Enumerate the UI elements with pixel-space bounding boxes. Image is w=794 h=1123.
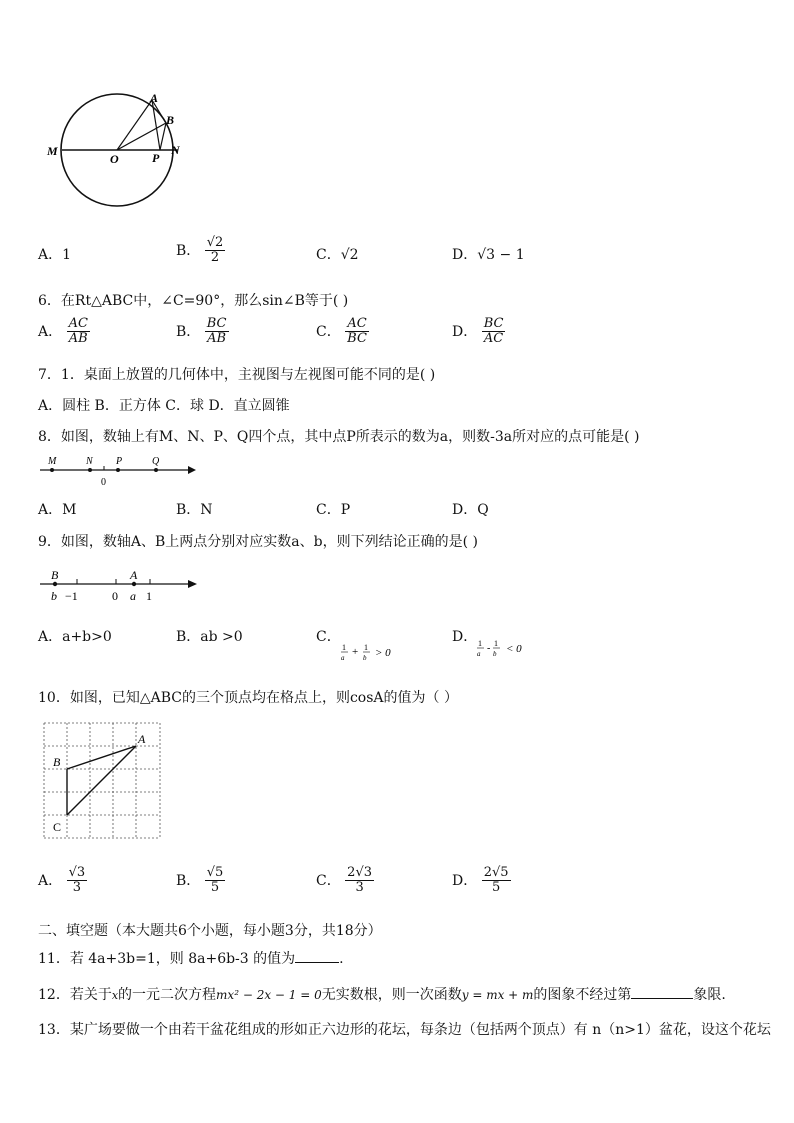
q5-option-d xyxy=(452,244,525,264)
label-M: M xyxy=(47,144,58,158)
q11-text: 11．若 4a+3b=1，则 8a+6b-3 的值为 xyxy=(38,951,296,967)
q9-option-c-prefix: C． xyxy=(316,629,341,645)
q6-stem: 6．在Rt△ABC中，∠C=90°，那么sin∠B等于( ) xyxy=(38,293,349,309)
q5-option-d-prefix: D． xyxy=(452,247,478,263)
q10-option-c xyxy=(316,866,374,896)
q10-grid-figure xyxy=(38,718,168,846)
q12-text-4: 的图象不经过第 xyxy=(533,987,632,1003)
q8-option-d: D．Q xyxy=(452,502,489,518)
q12-var-x: x xyxy=(111,989,119,1002)
svg-text:1: 1 xyxy=(478,639,482,648)
q10-d-prefix: D． xyxy=(452,872,478,889)
q10-d-num: 2√5 xyxy=(483,865,509,880)
svg-text:a: a xyxy=(341,654,345,662)
q6-option-c xyxy=(316,317,369,347)
q6-b-den: AB xyxy=(207,331,227,347)
q12-function: y = mx + m xyxy=(461,988,534,1002)
q5-option-b xyxy=(176,236,225,266)
q12-text-1: 12．若关于 xyxy=(38,987,112,1003)
q9-label-zero: 0 xyxy=(112,589,118,603)
q6-a-prefix: A． xyxy=(38,323,63,340)
q12 xyxy=(38,984,726,1004)
svg-text:b: b xyxy=(493,650,497,658)
q10-option-d xyxy=(452,866,511,896)
svg-text:> 0: > 0 xyxy=(375,647,391,659)
q9-label-a: a xyxy=(130,589,136,603)
q10-c-prefix: C． xyxy=(316,872,341,889)
q10-a-num: √3 xyxy=(68,865,86,880)
q6-c-num: AC xyxy=(347,316,367,331)
q9-option-b: B．ab >0 xyxy=(176,629,243,645)
q9-number-line xyxy=(38,566,203,606)
q10-c-den: 3 xyxy=(355,880,364,896)
q6-d-num: BC xyxy=(483,316,504,331)
q6-b-prefix: B． xyxy=(176,323,201,340)
svg-text:-: - xyxy=(487,643,491,654)
q8-number-line xyxy=(38,452,198,488)
q5-option-c xyxy=(316,244,359,264)
q11-answer-blank[interactable] xyxy=(295,962,339,963)
q9-label-B: B xyxy=(51,568,59,582)
label-A: A xyxy=(150,91,159,105)
q7-options: A．圆柱 B．正方体 C．球 D．直立圆锥 xyxy=(38,398,290,414)
q5-d-val: √3 − 1 xyxy=(477,247,525,263)
q8-label-M: M xyxy=(48,456,57,467)
q10-option-b xyxy=(176,866,225,896)
q6-c-prefix: C． xyxy=(316,323,341,340)
q9-option-a: A．a+b>0 xyxy=(38,629,112,645)
svg-text:1: 1 xyxy=(494,639,498,648)
q8-label-Q: Q xyxy=(152,456,160,467)
q9-label-b: b xyxy=(51,589,57,603)
q5-option-c-prefix: C． xyxy=(316,247,341,263)
q5-b-num: √2 xyxy=(206,235,224,250)
q8-label-zero: 0 xyxy=(101,477,106,488)
section-2-heading: 二、填空题（本大题共6个小题，每小题3分，共18分） xyxy=(38,923,382,939)
q5-b-den: 2 xyxy=(210,250,220,266)
circle-figure xyxy=(40,88,200,213)
svg-text:+: + xyxy=(352,646,359,658)
q11 xyxy=(38,948,344,968)
q6-option-a xyxy=(38,317,90,347)
svg-text:< 0: < 0 xyxy=(506,643,522,655)
q6-d-prefix: D． xyxy=(452,323,478,340)
q10-c-num: 2√3 xyxy=(347,865,372,880)
q8-option-c: C．P xyxy=(316,502,351,518)
svg-text:1: 1 xyxy=(342,643,346,652)
q10-b-num: √5 xyxy=(206,865,224,880)
q12-equation: mx² − 2x − 1 = 0 xyxy=(216,988,322,1002)
q6-option-b xyxy=(176,317,229,347)
q10-a-prefix: A． xyxy=(38,872,63,889)
q7-stem: 7．1．桌面上放置的几何体中，主视图与左视图可能不同的是( ) xyxy=(38,367,436,383)
q6-d-den: AC xyxy=(483,331,504,347)
q10-b-den: 5 xyxy=(210,880,220,896)
q8-stem: 8．如图，数轴上有M、N、P、Q四个点，其中点P所表示的数为a，则数-3a所对应的点可能是( ) xyxy=(38,429,640,445)
q9-d-expr-glyph xyxy=(476,638,540,660)
label-N: N xyxy=(171,143,180,157)
q5-option-a: A．1 xyxy=(38,247,72,263)
q9-option-d-expression xyxy=(476,638,540,664)
label-B: B xyxy=(166,113,175,127)
q10-a-den: 3 xyxy=(72,880,81,896)
q11-period: . xyxy=(339,951,344,967)
q8-option-a: A．M xyxy=(38,502,77,518)
label-O: O xyxy=(110,152,119,166)
q6-option-d xyxy=(452,317,505,347)
q10-stem: 10．如图，已知△ABC的三个顶点均在格点上，则cosA的值为（ ） xyxy=(38,690,458,706)
q10-label-B: B xyxy=(53,755,61,769)
q9-label-one: 1 xyxy=(146,589,152,603)
q13-stem: 13．某广场要做一个由若干盆花组成的形如正六边形的花坛，每条边（包括两个顶点）有 n（n>1）盆花，设这个花坛 xyxy=(38,1022,771,1038)
q9-stem: 9．如图，数轴A、B上两点分别对应实数a、b，则下列结论正确的是( ) xyxy=(38,534,478,550)
q6-a-num: AC xyxy=(68,316,88,331)
q9-option-c-expression xyxy=(340,642,404,668)
svg-text:b: b xyxy=(363,654,367,662)
svg-text:1: 1 xyxy=(364,643,368,652)
q10-b-prefix: B． xyxy=(176,872,201,889)
q10-label-A: A xyxy=(138,732,146,746)
q5-option-b-prefix: B． xyxy=(176,242,201,259)
q12-text-5: 象限. xyxy=(693,987,726,1003)
svg-text:a: a xyxy=(477,650,481,658)
q9-option-d-prefix: D． xyxy=(452,629,478,645)
q10-d-den: 5 xyxy=(491,880,501,896)
q9-c-expr-glyph xyxy=(340,642,404,664)
q10-label-C: C xyxy=(53,820,62,834)
q8-option-b: B．N xyxy=(176,502,213,518)
q12-text-2: 的一元二次方程 xyxy=(118,987,217,1003)
q8-label-N: N xyxy=(86,456,93,467)
q10-option-a xyxy=(38,866,87,896)
q5-c-val: √2 xyxy=(340,247,359,263)
q12-text-3: 无实数根，则一次函数 xyxy=(321,987,462,1003)
label-P: P xyxy=(152,151,160,165)
q6-c-den: BC xyxy=(347,331,367,347)
q6-b-num: BC xyxy=(206,316,227,331)
q8-label-P: P xyxy=(116,456,123,467)
q9-label-A: A xyxy=(130,568,138,582)
q9-label-minus-one: −1 xyxy=(65,589,78,603)
q6-a-den: AB xyxy=(68,331,88,347)
q12-answer-blank[interactable] xyxy=(631,998,693,999)
